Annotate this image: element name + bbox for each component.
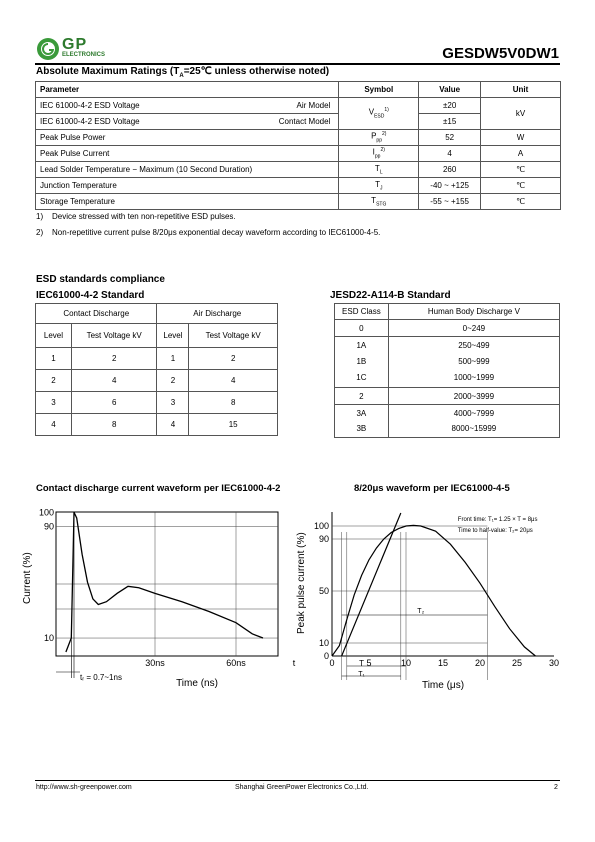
table-row: 0 0~249 — [335, 320, 560, 337]
table-row: 3A 3B 4000~7999 8000~15999 — [335, 405, 560, 438]
unit-cell: A — [481, 146, 561, 162]
y-tick-label: 10 — [318, 638, 329, 648]
x-axis-label: Time (μs) — [421, 680, 465, 691]
model-text: Contact Model — [278, 117, 331, 126]
param-text: Storage Temperature — [36, 194, 339, 210]
col-esd-class: ESD Class — [335, 304, 389, 320]
x-tick-label: 5 — [366, 658, 372, 668]
company-logo-icon — [36, 37, 60, 61]
table-row — [36, 130, 561, 146]
value-cell: ±15 — [419, 114, 481, 130]
logo-gp: GP — [62, 36, 88, 53]
x-tick-label: 10 — [400, 658, 412, 668]
esd-symbol: $V_{ESD}^{1)}$ — [339, 98, 419, 130]
y-tick-label: 90 — [318, 534, 329, 544]
x-tick-label: t — [292, 658, 296, 668]
contact-discharge-header: Contact Discharge — [36, 304, 157, 324]
footer-rule — [35, 780, 560, 781]
unit-cell: ℃ — [481, 178, 561, 194]
amr-table — [35, 81, 561, 210]
y-tick-label: 50 — [318, 586, 329, 596]
front-time-line — [342, 513, 401, 656]
table-row — [36, 98, 561, 114]
esd-compliance-title: ESD standards compliance — [36, 274, 165, 285]
param-text: Peak Pulse Current — [36, 146, 339, 162]
symbol-cell: $P_{pp}^{2)}$ — [339, 130, 419, 146]
table-row — [36, 194, 561, 210]
t1-label: T₁ — [358, 671, 365, 678]
table-row: 4 8 4 15 — [36, 414, 278, 436]
t2-label: T₂ — [417, 608, 425, 615]
table-row — [36, 162, 561, 178]
iec-header-row — [36, 324, 278, 348]
surge-waveform-chart — [290, 500, 570, 692]
chart1-title: Contact discharge current waveform per IEC61000-4-2 — [36, 483, 281, 494]
unit-cell: ℃ — [481, 194, 561, 210]
t-label: T — [359, 659, 365, 668]
x-tick-label: 20 — [474, 658, 486, 668]
col-level: Level — [157, 324, 189, 348]
header-rule — [35, 63, 560, 65]
legend-half-value: Time to half-value: T₂= 20μs — [457, 528, 533, 534]
table-header-row — [36, 82, 561, 98]
symbol-cell: $I_{pp}^{2)}$ — [339, 146, 419, 162]
col-symbol: Symbol — [339, 82, 419, 98]
value-cell: ±20 — [419, 98, 481, 114]
col-test-voltage: Test Voltage kV — [71, 324, 157, 348]
col-hbd: Human Body Discharge V — [388, 304, 559, 320]
param-text: IEC 61000-4-2 ESD Voltage — [40, 101, 140, 110]
iec-standard-title: IEC61000-4-2 Standard — [36, 290, 145, 301]
air-discharge-header: Air Discharge — [157, 304, 278, 324]
table-row — [36, 146, 561, 162]
esd-unit: kV — [481, 98, 561, 130]
y-tick-label: 100 — [313, 521, 329, 531]
unit-cell: ℃ — [481, 162, 561, 178]
footer-company: Shanghai GreenPower Electronics Co.,Ltd. — [235, 784, 369, 791]
table-row: 3 6 3 8 — [36, 392, 278, 414]
note-1: 1) Device stressed with ten non-repetitive ESD pulses. — [36, 212, 236, 221]
col-value: Value — [419, 82, 481, 98]
col-level: Level — [36, 324, 72, 348]
waveform-line — [66, 512, 263, 652]
jesd-table — [334, 303, 560, 438]
param-text: Peak Pulse Power — [36, 130, 339, 146]
chart2-title: 8/20μs waveform per IEC61000-4-5 — [354, 483, 510, 494]
jesd-header-row — [335, 304, 560, 320]
waveform-line — [332, 525, 536, 656]
table-row: 1A 1B 1C 250~499 500~999 1000~1999 — [335, 337, 560, 388]
x-tick-label: 15 — [437, 658, 449, 668]
footer-page-number: 2 — [554, 784, 558, 791]
col-unit: Unit — [481, 82, 561, 98]
x-axis-label: Time (ns) — [176, 678, 218, 689]
col-parameter: Parameter — [36, 82, 339, 98]
param-text: Junction Temperature — [36, 178, 339, 194]
y-tick-label: 0 — [323, 651, 329, 661]
symbol-cell: $T_J$ — [339, 178, 419, 194]
part-number: GESDW5V0DW1 — [442, 45, 559, 62]
x-tick-label: 30 — [548, 658, 560, 668]
table-row: 2 2000~3999 — [335, 388, 560, 405]
y-tick-label: 10 — [43, 633, 54, 644]
amr-title: Absolute Maximum Ratings ($T_A=25℃$ unless otherwise noted) — [36, 66, 330, 79]
value-cell: 260 — [419, 162, 481, 178]
note-2: 2) Non-repetitive current pulse 8/20μs exponential decay waveform according to IEC61000-4-5. — [36, 228, 381, 237]
iec-group-row — [36, 304, 278, 324]
value-cell: 52 — [419, 130, 481, 146]
contact-discharge-chart — [18, 500, 296, 692]
iec-table — [35, 303, 278, 436]
table-row — [36, 178, 561, 194]
y-tick-label: 100 — [38, 507, 54, 518]
x-tick-label: 60ns — [226, 658, 246, 668]
x-tick-label: 25 — [511, 658, 523, 668]
footer-url[interactable]: http://www.sh-greenpower.com — [36, 784, 132, 791]
value-cell: -40 ~ +125 — [419, 178, 481, 194]
legend-front-time: Front time: T₁= 1.25 × T = 8μs — [457, 517, 538, 523]
value-cell: -55 ~ +155 — [419, 194, 481, 210]
y-tick-label: 90 — [43, 521, 54, 532]
param-text: Lead Solder Temperature − Maximum (10 Second Duration) — [36, 162, 339, 178]
symbol-cell: $T_L$ — [339, 162, 419, 178]
unit-cell: W — [481, 130, 561, 146]
jesd-standard-title: JESD22-A114-B Standard — [330, 290, 451, 301]
y-axis-label: Peak pulse current (%) — [296, 532, 307, 634]
y-axis-label: Current (%) — [22, 552, 33, 604]
logo-electronics: ELECTRONICS — [62, 52, 106, 58]
x-tick-label: 0 — [329, 658, 335, 668]
param-text: IEC 61000-4-2 ESD Voltage — [40, 117, 140, 126]
col-test-voltage: Test Voltage kV — [189, 324, 278, 348]
rise-time-label: tᵣ = 0.7~1ns — [80, 673, 122, 682]
value-cell: 4 — [419, 146, 481, 162]
table-row: 2 4 2 4 — [36, 370, 278, 392]
model-text: Air Model — [296, 101, 331, 110]
x-tick-label: 30ns — [145, 658, 165, 668]
symbol-cell: $T_{STG}$ — [339, 194, 419, 210]
table-row: 1 2 1 2 — [36, 348, 278, 370]
